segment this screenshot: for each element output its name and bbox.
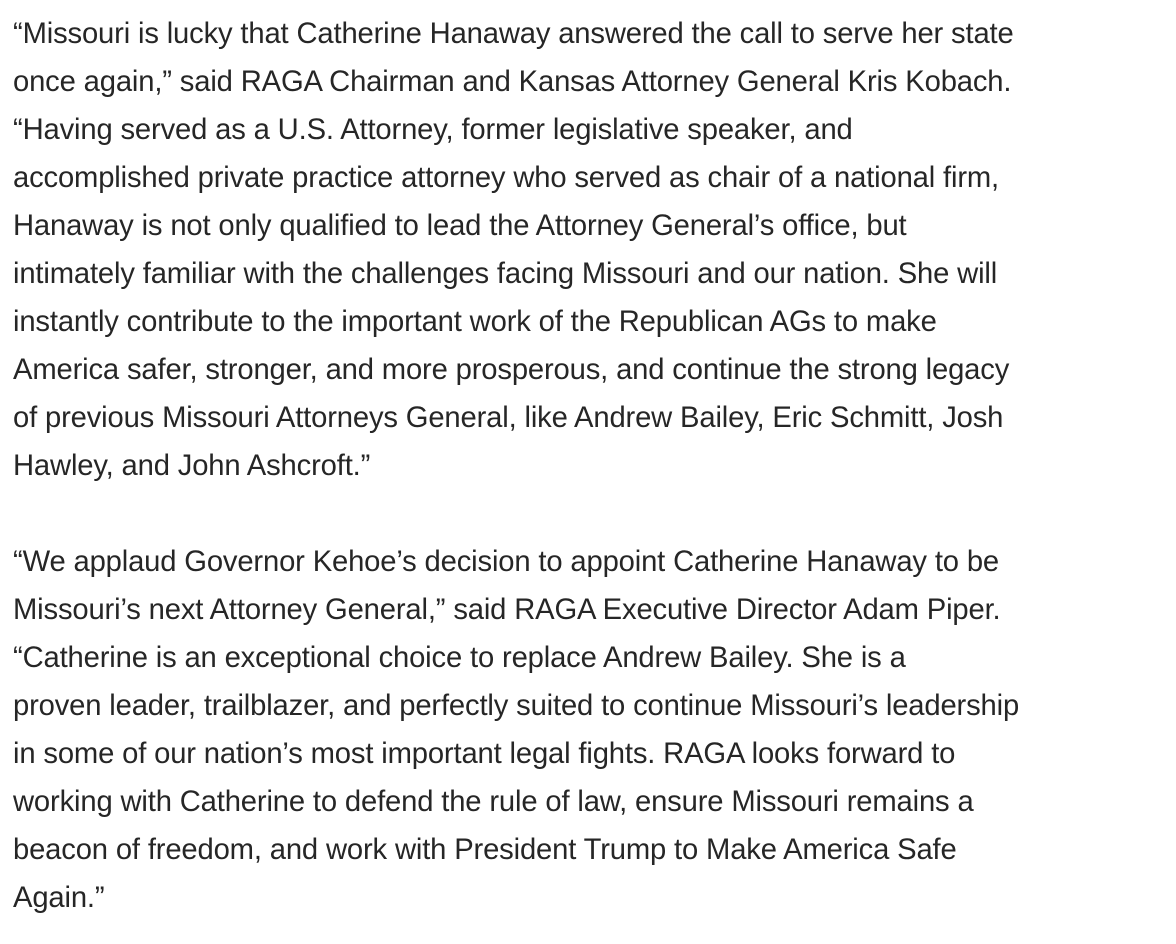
paragraph-line: in some of our nation’s most important legal fights. RAGA looks forward to — [13, 738, 956, 770]
paragraph-line: Hawley, and John Ashcroft.” — [13, 450, 371, 482]
paragraph-line: “We applaud Governor Kehoe’s decision to appoint Catherine Hanaway to be — [13, 546, 999, 578]
paragraph-line: beacon of freedom, and work with President Trump to Make America Safe — [13, 834, 957, 866]
paragraph-spacer — [13, 490, 1176, 538]
paragraph-line: instantly contribute to the important work of the Republican AGs to make — [13, 306, 937, 338]
kobach-quote-paragraph — [13, 10, 1176, 490]
paragraph-line: “Catherine is an exceptional choice to replace Andrew Bailey. She is a — [13, 642, 906, 674]
paragraph-line: accomplished private practice attorney who served as chair of a national firm, — [13, 162, 1000, 194]
paragraph-line: working with Catherine to defend the rule of law, ensure Missouri remains a — [13, 786, 974, 818]
paragraph-line: of previous Missouri Attorneys General, like Andrew Bailey, Eric Schmitt, Josh — [13, 402, 1004, 434]
paragraph-line: Missouri’s next Attorney General,” said RAGA Executive Director Adam Piper. — [13, 594, 1001, 626]
paragraph-line: Hanaway is not only qualified to lead the Attorney General’s office, but — [13, 210, 907, 242]
paragraph-line: intimately familiar with the challenges facing Missouri and our nation. She will — [13, 258, 998, 290]
paragraph-line: “Missouri is lucky that Catherine Hanaway answered the call to serve her state — [13, 18, 1014, 50]
paragraph-line: once again,” said RAGA Chairman and Kansas Attorney General Kris Kobach. — [13, 66, 1012, 98]
paragraph-line: “Having served as a U.S. Attorney, former legislative speaker, and — [13, 114, 853, 146]
paragraph-line: Again.” — [13, 882, 105, 914]
piper-quote-paragraph — [13, 538, 1176, 922]
paragraph-line: America safer, stronger, and more prosperous, and continue the strong legacy — [13, 354, 1010, 386]
paragraph-line: proven leader, trailblazer, and perfectly suited to continue Missouri’s leadership — [13, 690, 1020, 722]
